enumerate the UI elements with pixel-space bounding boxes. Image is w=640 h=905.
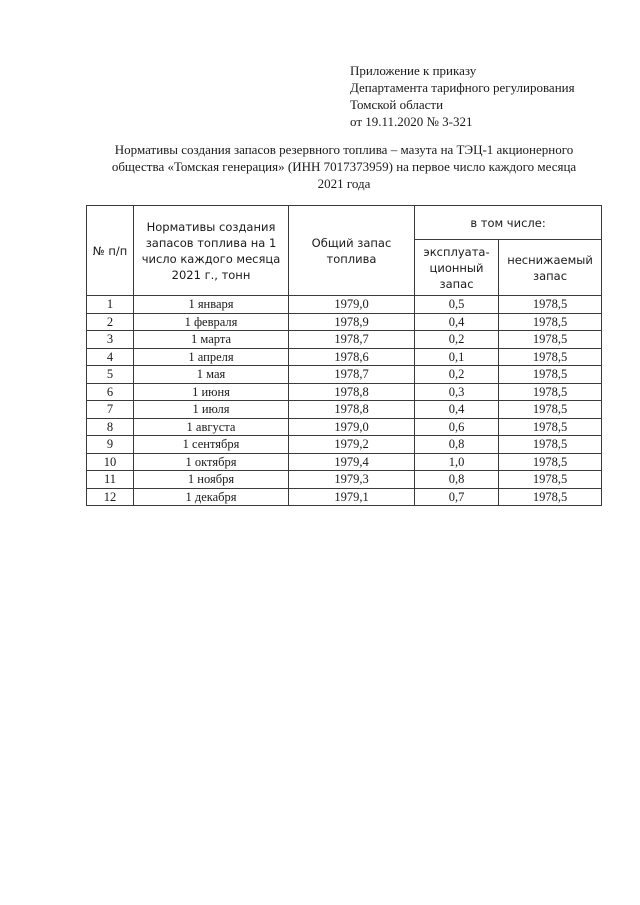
cell-exploit: 0,1 <box>415 348 499 366</box>
cell-reserve: 1978,5 <box>499 296 602 314</box>
header-total: Общий запас топлива <box>289 206 415 296</box>
cell-total: 1979,0 <box>289 418 415 436</box>
cell-reserve: 1978,5 <box>499 313 602 331</box>
cell-date: 1 июля <box>134 401 289 419</box>
cell-num: 6 <box>87 383 134 401</box>
appendix-line: Приложение к приказу <box>350 63 477 78</box>
title-line: Нормативы создания запасов резервного топлива – мазута на ТЭЦ-1 акционерного <box>114 142 574 157</box>
cell-exploit: 0,4 <box>415 401 499 419</box>
cell-reserve: 1978,5 <box>499 453 602 471</box>
cell-num: 2 <box>87 313 134 331</box>
cell-reserve: 1978,5 <box>499 331 602 349</box>
cell-num: 5 <box>87 366 134 384</box>
cell-num: 12 <box>87 488 134 506</box>
cell-reserve: 1978,5 <box>499 418 602 436</box>
cell-date: 1 января <box>134 296 289 314</box>
cell-total: 1979,2 <box>289 436 415 454</box>
table-row <box>87 471 602 489</box>
cell-total: 1979,3 <box>289 471 415 489</box>
cell-date: 1 декабря <box>134 488 289 506</box>
cell-reserve: 1978,5 <box>499 471 602 489</box>
appendix-line: Департамента тарифного регулирования <box>350 80 575 95</box>
cell-exploit: 0,2 <box>415 366 499 384</box>
cell-exploit: 0,2 <box>415 331 499 349</box>
cell-exploit: 0,7 <box>415 488 499 506</box>
cell-total: 1979,4 <box>289 453 415 471</box>
cell-date: 1 ноября <box>134 471 289 489</box>
header-num: № п/п <box>87 206 134 296</box>
table-row <box>87 418 602 436</box>
title-line: 2021 года <box>317 176 371 191</box>
table-row <box>87 383 602 401</box>
cell-date: 1 августа <box>134 418 289 436</box>
cell-num: 3 <box>87 331 134 349</box>
norms-table <box>86 205 602 506</box>
cell-reserve: 1978,5 <box>499 401 602 419</box>
cell-exploit: 0,5 <box>415 296 499 314</box>
cell-reserve: 1978,5 <box>499 383 602 401</box>
document-title <box>84 141 604 192</box>
table-body <box>87 296 602 506</box>
cell-reserve: 1978,5 <box>499 436 602 454</box>
cell-exploit: 1,0 <box>415 453 499 471</box>
cell-total: 1978,9 <box>289 313 415 331</box>
cell-num: 1 <box>87 296 134 314</box>
table-row <box>87 348 602 366</box>
cell-total: 1978,7 <box>289 331 415 349</box>
cell-num: 7 <box>87 401 134 419</box>
cell-date: 1 апреля <box>134 348 289 366</box>
cell-exploit: 0,6 <box>415 418 499 436</box>
cell-exploit: 0,4 <box>415 313 499 331</box>
header-reserve: неснижаемый запас <box>499 240 602 296</box>
cell-date: 1 мая <box>134 366 289 384</box>
table-row <box>87 296 602 314</box>
table-row <box>87 436 602 454</box>
table-row <box>87 453 602 471</box>
cell-num: 9 <box>87 436 134 454</box>
cell-num: 10 <box>87 453 134 471</box>
header-exploit: эксплуата-ционный запас <box>415 240 499 296</box>
appendix-line: от 19.11.2020 № 3-321 <box>350 114 473 129</box>
cell-exploit: 0,3 <box>415 383 499 401</box>
cell-date: 1 февраля <box>134 313 289 331</box>
table-row <box>87 366 602 384</box>
cell-total: 1979,0 <box>289 296 415 314</box>
cell-total: 1978,6 <box>289 348 415 366</box>
table-row <box>87 401 602 419</box>
table-row <box>87 313 602 331</box>
table-row <box>87 331 602 349</box>
header-norm: Нормативы создания запасов топлива на 1 число каждого месяца 2021 г., тонн <box>134 206 289 296</box>
cell-exploit: 0,8 <box>415 471 499 489</box>
cell-date: 1 июня <box>134 383 289 401</box>
table-row <box>87 488 602 506</box>
cell-total: 1978,8 <box>289 383 415 401</box>
header-including: в том числе: <box>415 206 602 240</box>
cell-total: 1978,7 <box>289 366 415 384</box>
cell-total: 1978,8 <box>289 401 415 419</box>
cell-date: 1 сентября <box>134 436 289 454</box>
appendix-line: Томской области <box>350 97 444 112</box>
cell-exploit: 0,8 <box>415 436 499 454</box>
title-line: общества «Томская генерация» (ИНН 7017373959) на первое число каждого месяца <box>111 159 577 174</box>
cell-num: 4 <box>87 348 134 366</box>
cell-reserve: 1978,5 <box>499 348 602 366</box>
cell-num: 11 <box>87 471 134 489</box>
cell-date: 1 октября <box>134 453 289 471</box>
cell-num: 8 <box>87 418 134 436</box>
cell-reserve: 1978,5 <box>499 488 602 506</box>
cell-date: 1 марта <box>134 331 289 349</box>
cell-reserve: 1978,5 <box>499 366 602 384</box>
cell-total: 1979,1 <box>289 488 415 506</box>
appendix-header <box>350 62 575 130</box>
